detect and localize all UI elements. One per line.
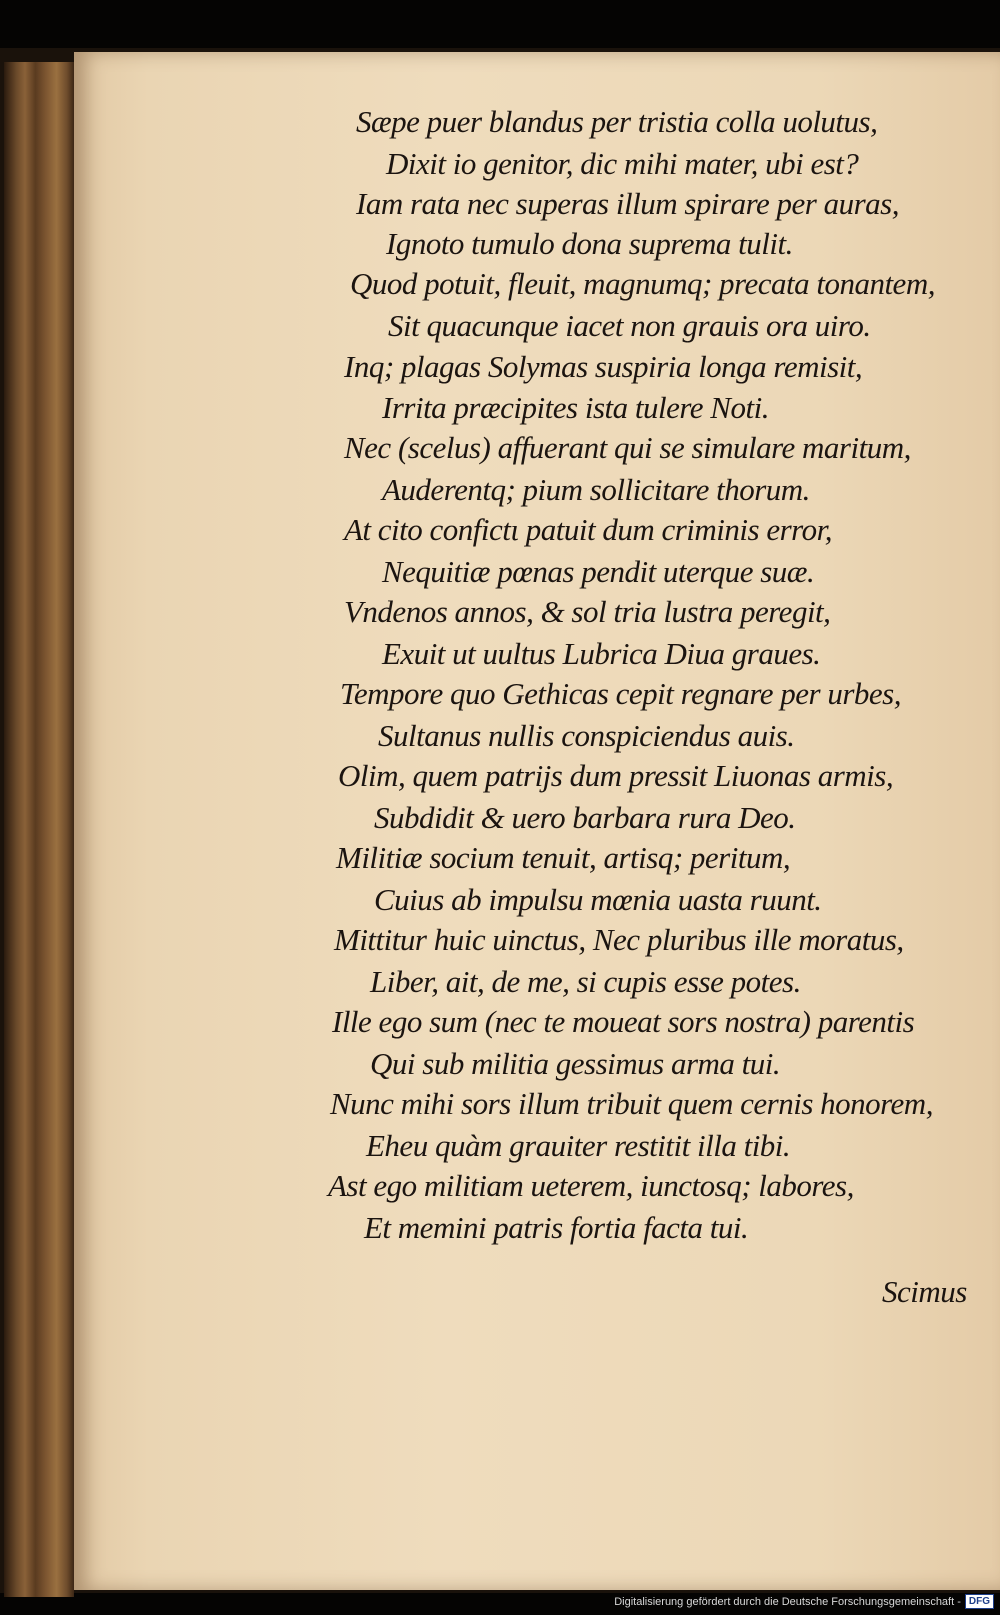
poem-line: Inq; plagas Solymas suspiria longa remisit, <box>344 349 863 384</box>
page-edge <box>4 62 74 1597</box>
poem-line: Dixit io genitor, dic mihi mater, ubi est? <box>386 146 859 181</box>
poem-line: Sultanus nullis conspiciendus auis. <box>378 718 795 753</box>
poem-line: Tempore quo Gethicas cepit regnare per urbes, <box>340 676 901 711</box>
poem-line: Nequitiæ pœnas pendit uterque suæ. <box>382 554 815 589</box>
poem-line: Eheu quàm grauiter restitit illa tibi. <box>366 1128 791 1163</box>
poem-line: Vndenos annos, & sol tria lustra peregit, <box>344 594 831 629</box>
poem-line: Irrita præcipites ista tulere Noti. <box>382 390 769 425</box>
poem-line: Ast ego militiam ueterem, iunctosq; labores, <box>328 1168 854 1203</box>
poem-line: Nunc mihi sors illum tribuit quem cernis honorem, <box>330 1086 933 1121</box>
poem-line: Quod potuit, fleuit, magnumq; precata tonantem, <box>350 266 935 301</box>
footer-text: Digitalisierung gefördert durch die Deutsche Forschungsgemeinschaft - <box>614 1595 961 1608</box>
poem-line: Sit quacunque iacet non grauis ora uiro. <box>388 308 871 343</box>
poem-line: Liber, ait, de me, si cupis esse potes. <box>370 964 801 999</box>
footer-credit <box>614 1594 994 1609</box>
poem-line: Iam rata nec superas illum spirare per auras, <box>356 186 899 221</box>
book-page <box>74 52 1000 1590</box>
poem-line: Qui sub militia gessimus arma tui. <box>370 1046 781 1081</box>
poem-line: Et memini patris fortia facta tui. <box>364 1210 749 1245</box>
poem-line: Nec (scelus) affuerant qui se simulare maritum, <box>344 430 911 465</box>
poem-line: Olim, quem patrijs dum pressit Liuonas armis, <box>338 758 894 793</box>
poem-line: Ignoto tumulo dona suprema tulit. <box>386 226 793 261</box>
poem-line: Subdidit & uero barbara rura Deo. <box>374 800 796 835</box>
poem-line: Auderentq; pium sollicitare thorum. <box>382 472 810 507</box>
poem-line: At cito confictι patuit dum criminis error, <box>344 512 832 547</box>
poem-line: Sæpe puer blandus per tristia colla uolutus, <box>356 104 878 139</box>
catchword: Scimus <box>882 1274 967 1309</box>
poem-text <box>74 52 1000 1590</box>
poem-line: Cuius ab impulsu mœnia uasta ruunt. <box>374 882 822 917</box>
poem-line: Militiæ socium tenuit, artisq; peritum, <box>336 840 791 875</box>
poem-line: Ille ego sum (nec te moueat sors nostra) parentis <box>332 1004 915 1039</box>
dfg-logo-icon: DFG <box>965 1594 994 1609</box>
poem-line: Mittitur huic uinctus, Nec pluribus ille moratus, <box>334 922 904 957</box>
poem-line: Exuit ut uultus Lubrica Diua graues. <box>382 636 821 671</box>
